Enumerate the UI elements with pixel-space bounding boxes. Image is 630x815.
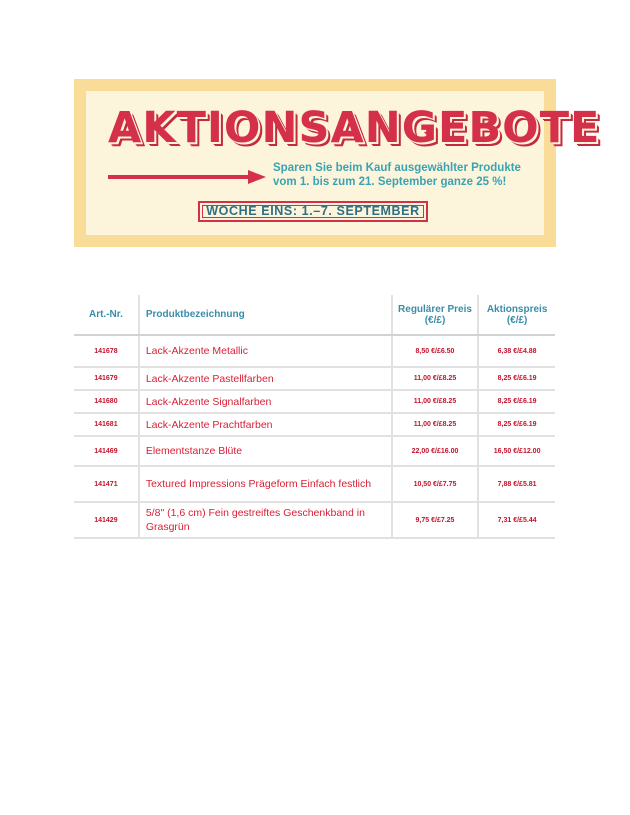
promo-price-cell: 7,88 €/£5.81	[478, 466, 555, 502]
product-name-cell: Elementstanze Blüte	[139, 436, 392, 466]
table-row	[74, 390, 555, 413]
promo-banner	[74, 79, 601, 247]
regular-price-cell: 10,50 €/£7.75	[392, 466, 478, 502]
promo-price-cell: 16,50 €/£12.00	[478, 436, 555, 466]
header-regular-price-line2: (€/£)	[424, 314, 446, 326]
header-product-name: Produktbezeichnung	[139, 295, 392, 335]
art-nr-cell: 141469	[74, 436, 139, 466]
banner-subtitle-line2: vom 1. bis zum 21. September ganze 25 %!	[273, 176, 507, 188]
table-row	[74, 436, 555, 466]
header-promo-price	[478, 295, 555, 335]
table-row	[74, 466, 555, 502]
product-name-cell: Textured Impressions Prägeform Einfach festlich	[139, 466, 392, 502]
art-nr-cell: 141678	[74, 335, 139, 367]
art-nr-cell: 141681	[74, 413, 139, 436]
table-row	[74, 367, 555, 390]
banner-title: AKTIONSANGEBOTE	[108, 103, 601, 153]
regular-price-cell: 11,00 €/£8.25	[392, 390, 478, 413]
banner-inner	[86, 91, 601, 235]
week-label: WOCHE EINS: 1.–7. SEPTEMBER	[198, 201, 428, 222]
header-promo-price-line2: (€/£)	[506, 314, 528, 326]
banner-subtitle	[273, 161, 533, 189]
product-name-cell: 5/8" (1,6 cm) Fein gestreiftes Geschenkband in Grasgrün	[139, 502, 392, 538]
table-row	[74, 335, 555, 367]
art-nr-cell: 141429	[74, 502, 139, 538]
table-row	[74, 502, 555, 538]
product-name-cell: Lack-Akzente Pastellfarben	[139, 367, 392, 390]
art-nr-cell: 141679	[74, 367, 139, 390]
table-header-row	[74, 295, 555, 335]
promo-price-cell: 8,25 €/£6.19	[478, 413, 555, 436]
art-nr-cell: 141680	[74, 390, 139, 413]
promo-price-cell: 7,31 €/£5.44	[478, 502, 555, 538]
promo-price-cell: 6,38 €/£4.88	[478, 335, 555, 367]
promo-price-cell: 8,25 €/£6.19	[478, 367, 555, 390]
arrow-right-icon	[108, 170, 266, 184]
header-regular-price	[392, 295, 478, 335]
price-table	[74, 295, 555, 539]
promo-price-cell: 8,25 €/£6.19	[478, 390, 555, 413]
regular-price-cell: 11,00 €/£8.25	[392, 367, 478, 390]
product-name-cell: Lack-Akzente Prachtfarben	[139, 413, 392, 436]
product-name-cell: Lack-Akzente Metallic	[139, 335, 392, 367]
regular-price-cell: 22,00 €/£16.00	[392, 436, 478, 466]
regular-price-cell: 11,00 €/£8.25	[392, 413, 478, 436]
banner-subtitle-line1: Sparen Sie beim Kauf ausgewählter Produkte	[273, 162, 521, 174]
regular-price-cell: 8,50 €/£6.50	[392, 335, 478, 367]
header-regular-price-line1: Regulärer Preis	[398, 303, 472, 315]
product-name-cell: Lack-Akzente Signalfarben	[139, 390, 392, 413]
art-nr-cell: 141471	[74, 466, 139, 502]
table-row	[74, 413, 555, 436]
header-art-nr: Art.-Nr.	[74, 295, 139, 335]
header-promo-price-line1: Aktionspreis	[486, 303, 548, 315]
regular-price-cell: 9,75 €/£7.25	[392, 502, 478, 538]
